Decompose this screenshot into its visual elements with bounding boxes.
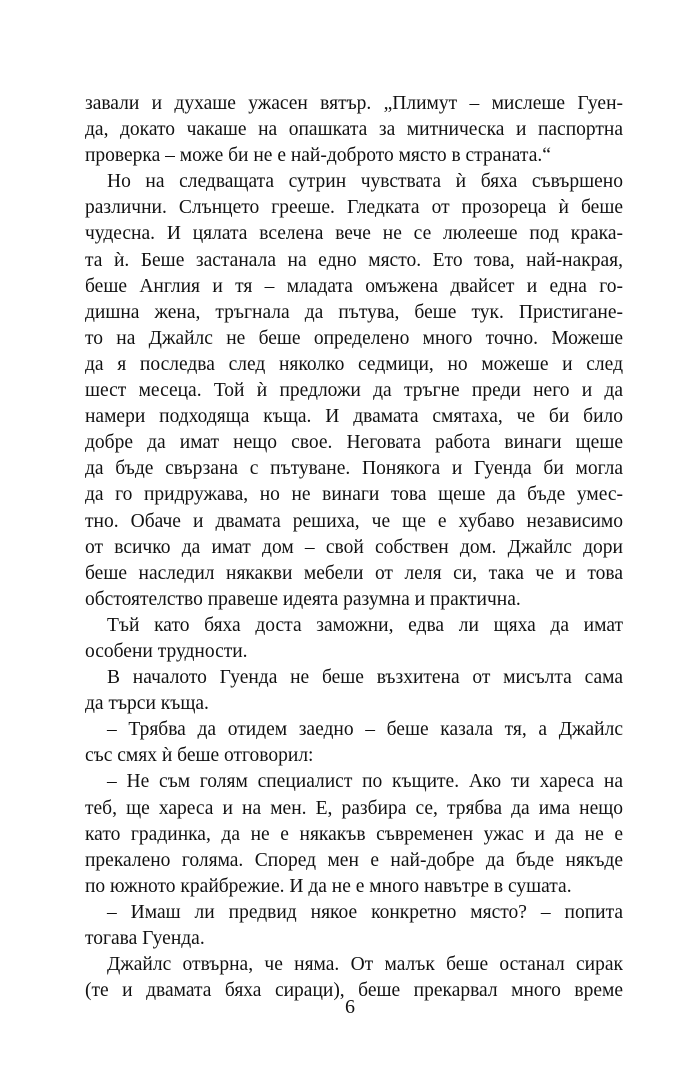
text-line: Джайлс отвърна, че няма. От малък беше останал сирак [107, 954, 623, 976]
text-line: беше Англия и тя – младата омъжена двайсет и една го- [85, 275, 623, 297]
text-line: добре да имат нещо свое. Неговата работа винаги щеше [85, 432, 623, 454]
text-line: – Не съм голям специалист по къщите. Ако ти хареса на [107, 771, 623, 793]
body-text [85, 91, 623, 1004]
text-line: завали и духаше ужасен вятър. „Плимут – мислеше Гуен- [85, 93, 623, 114]
text-line: обстоятелство правеше идеята разумна и практична. [85, 588, 521, 610]
text-line: та ѝ. Беше застанала на едно място. Ето това, най-накрая, [85, 249, 623, 271]
text-line: чудесна. И цялата вселена вече не се люлееше под крака- [85, 223, 623, 245]
text-line: да търси къща. [85, 693, 209, 715]
text-line: беше наследил някакви мебели от леля си, така че и това [85, 562, 623, 584]
text-line: намери подходяща къща. И двамата смятаха, че би било [85, 406, 623, 428]
text-line: Тъй като бяха доста заможни, едва ли щяха да имат [107, 614, 623, 636]
text-line: (те и двамата бяха сираци), беше прекарвал много време [85, 980, 623, 1002]
text-line: тно. Обаче и двамата решиха, че ще е хубаво независимо [85, 510, 623, 532]
text-line: тогава Гуенда. [85, 928, 205, 949]
text-line: то на Джайлс не беше определено много точно. Можеше [85, 327, 623, 349]
text-line: Но на следващата сутрин чувствата ѝ бяха съвършено [107, 171, 623, 193]
text-line: да го придружава, но не винаги това щеше да бъде умес- [85, 484, 623, 506]
text-line: проверка – може би не е най-доброто място в страната.“ [85, 145, 551, 167]
text-line: особени трудности. [85, 640, 248, 662]
text-line: различни. Слънцето грееше. Гледката от прозореца ѝ беше [85, 197, 623, 219]
text-line: да, докато чакаше на опашката за митническа и паспортна [85, 119, 623, 141]
text-line: прекалено голяма. Според мен е най-добре да бъде някъде [85, 849, 623, 871]
text-line: от всичко да имат дом – свой собствен дом. Джайлс дори [85, 536, 623, 558]
text-line: със смях ѝ беше отговорил: [85, 745, 314, 767]
text-line: да я последва след няколко седмици, но можеше и след [85, 353, 623, 375]
text-line: теб, ще хареса и на мен. Е, разбира се, трябва да има нещо [85, 797, 623, 819]
text-line: шест месеца. Той ѝ предложи да тръгне преди него и да [85, 380, 623, 402]
text-line: дишна жена, тръгнала да пътува, беше тук. Пристигане- [85, 301, 623, 323]
text-line: В началото Гуенда не беше възхитена от мисълта сама [107, 667, 623, 689]
text-line: – Трябва да отидем заедно – беше казала тя, а Джайлс [107, 719, 623, 741]
text-line: – Имаш ли предвид някое конкретно място? – попита [107, 901, 623, 923]
page-number: 6 [345, 996, 355, 1018]
text-line: като градинка, да не е някакъв съвременен ужас и да не е [85, 823, 623, 845]
text-line: да бъде свързана с пътуване. Понякога и Гуенда би могла [85, 458, 623, 480]
text-line: по южното крайбрежие. И да не е много навътре в сушата. [85, 875, 572, 897]
